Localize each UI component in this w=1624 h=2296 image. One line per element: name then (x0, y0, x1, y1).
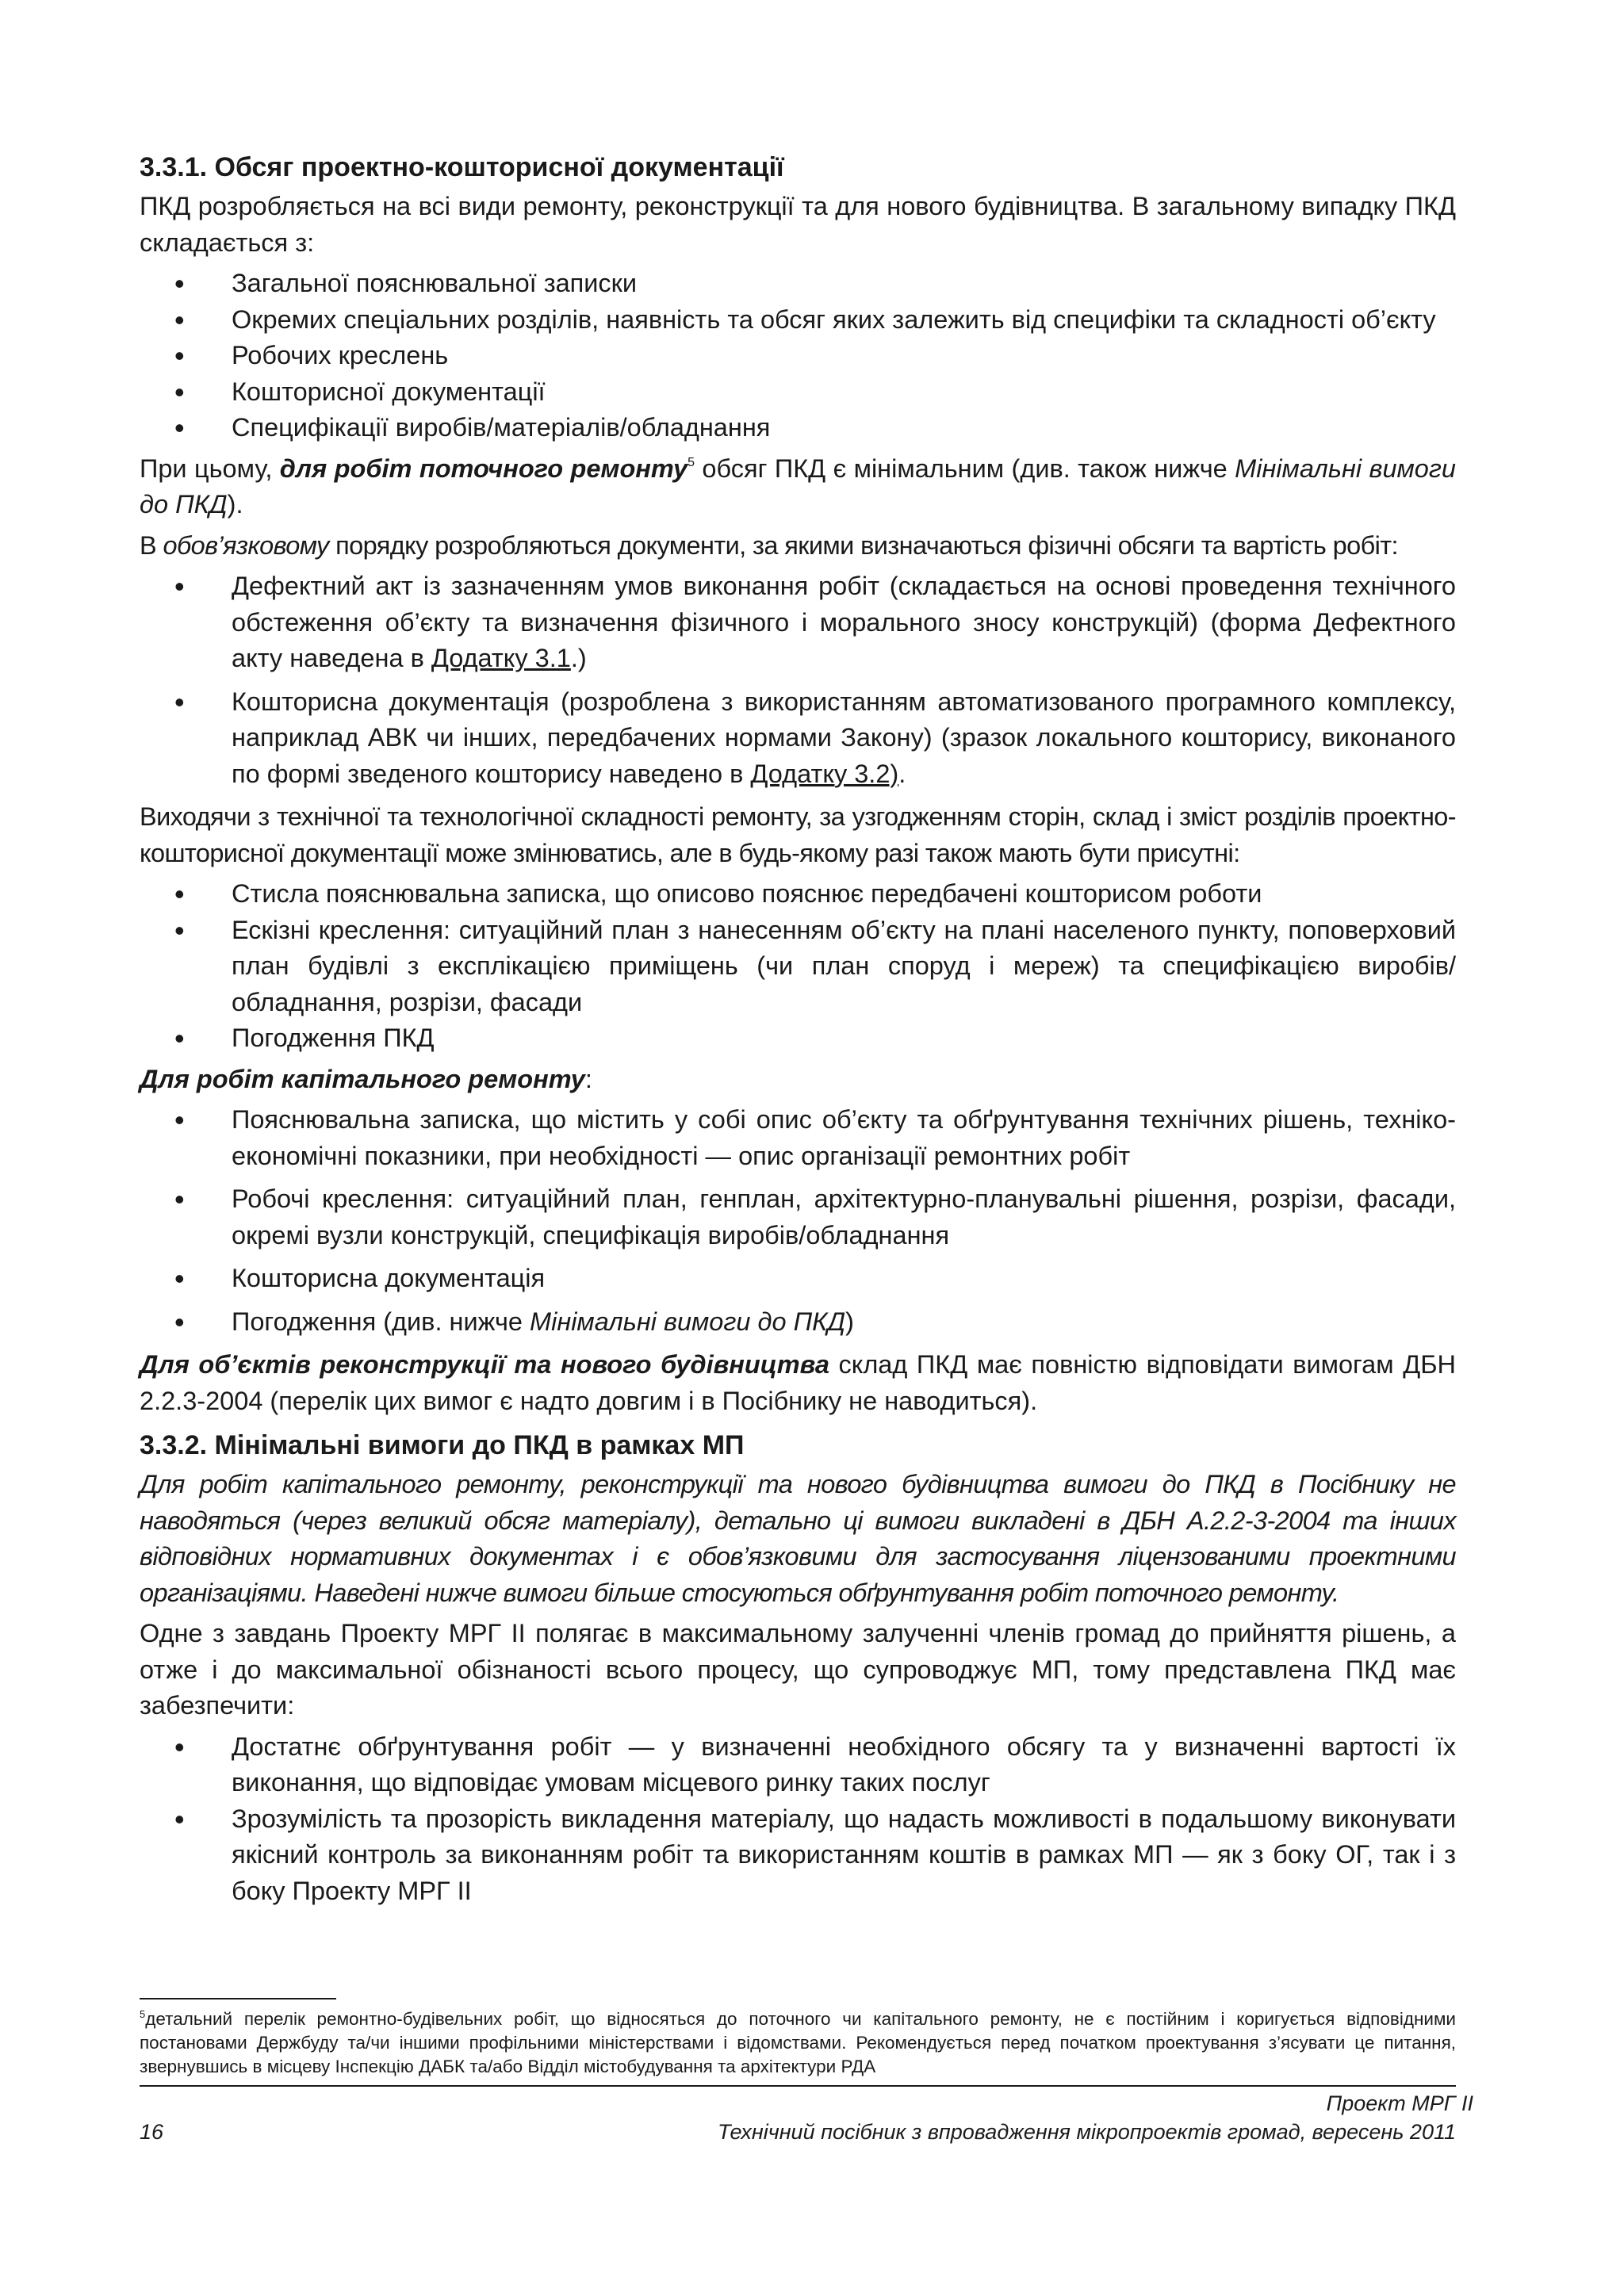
section2-paragraph: Одне з завдань Проекту МРГ ІІ полягає в максимальному залученні членів громад до прийняття рішень, а отже і до максимальної обізнаності всього процесу, що супроводжує МП, тому представлена ПКД має забезпечити: (140, 1619, 1456, 1720)
list-item: • Дефектний акт із зазначенням умов виконання робіт (складається на основі проведення технічного обстеження об’єкту та визначення фізичного і морального зносу конструкцій) (форма Дефектного акту наведена в Додатку 3.1.) (140, 568, 1456, 677)
footnote: $^5$детальний перелік ремонтно-будівельних робіт, що відносяться до поточного чи капітального ремонту, не є постійним і коригується відповідними постановами Держбуду та/чи іншими профільними міністерствами і відомствами. Рекомендується перед початком проектування з’ясувати це питання, звернувшись в місцеву Інспекцію ДАБК та/або Відділ містобудування та архітектури РДА (140, 2008, 1456, 2076)
list-item: • Погодження ПКД (140, 1020, 1456, 1057)
list-item: • Достатнє обґрунтування робіт — у визначенні необхідного обсягу та у визначенні вартості їх виконання, що відповідає умовам місцевого ринку таких послуг (140, 1729, 1456, 1801)
footer-project: Проект МРГ ІІ (1326, 2091, 1473, 2115)
list-item: • Робочих креслень (140, 338, 1456, 374)
list-item: • Кошторисна документація (розроблена з використанням автоматизованого програмного комплексу, наприклад АВК чи інших, передбачених нормами Закону) (зразок локального кошторису, виконаного по формі зведеного кошторису наведено в Додатку 3.2). (140, 684, 1456, 793)
appendix-3-2-link[interactable]: Додатку 3.2) (750, 759, 899, 788)
required-docs-list (140, 876, 1456, 1057)
mandatory-docs-list (140, 568, 1456, 792)
list-item: • Кошторисної документації (140, 374, 1456, 411)
section-heading-3-3-2: 3.3.2. Мінімальні вимоги до ПКД в рамках МП (140, 1430, 745, 1460)
depending-paragraph: Виходячи з технічної та технологічної складності ремонту, за узгодженням сторін, склад і зміст розділів проектно-кошторисної документації може змінюватись, але в будь-якому разі також мають бути присутні: (140, 802, 1456, 867)
capital-repair-list (140, 1102, 1456, 1340)
appendix-3-1-link[interactable]: Додатку 3.1 (431, 644, 571, 672)
list-item: • Пояснювальна записка, що містить у собі опис об’єкту та обґрунтування технічних рішень, техніко-економічні показники, при необхідності — опис організації ремонтних робіт (140, 1102, 1456, 1174)
list-item: • Зрозумілість та прозорість викладення матеріалу, що надасть можливості в подальшому виконувати якісний контроль за виконанням робіт та використанням коштів в рамках МП — як з боку ОГ, так і з боку Проекту МРГ ІІ (140, 1801, 1456, 1910)
list-item: • Окремих спеціальних розділів, наявність та обсяг яких залежить від специфіки та складності об’єкту (140, 302, 1456, 339)
page-content (140, 151, 1456, 1914)
footnote-ref: 5 (688, 455, 695, 469)
list-item: • Робочі креслення: ситуаційний план, генплан, архітектурно-планувальні рішення, розрізи, фасади, окремі вузли конструкцій, специфікація виробів/обладнання (140, 1181, 1456, 1253)
list-item: • Ескізні креслення: ситуаційний план з нанесенням об’єкту на плані населеного пункту, поповерховий план будівлі з експлікацією приміщень (чи план споруд і мереж) та специфікацією виробів/обладнання, розрізи, фасади (140, 913, 1456, 1021)
page-number: 16 (140, 2120, 164, 2144)
section-heading-3-3-1: 3.3.1. Обсяг проектно-кошторисної документації (140, 152, 784, 182)
list-item: • Погодження (див. нижче Мінімальні вимоги до ПКД) (140, 1304, 1456, 1341)
section1-intro: ПКД розробляється на всі види ремонту, реконструкції та для нового будівництва. В загальному випадку ПКД складається з: (140, 192, 1456, 257)
pkd-components-list (140, 266, 1456, 446)
mandatory-paragraph: В обов’язковому порядку розробляються документи, за якими визначаються фізичні обсяги та вартість робіт: (140, 530, 1398, 560)
current-repair-emphasis: для робіт поточного ремонту (279, 453, 688, 483)
list-item: • Стисла пояснювальна записка, що описово пояснює передбачені кошторисом роботи (140, 876, 1456, 913)
footer-divider (140, 2085, 1456, 2087)
list-item: • Кошторисна документація (140, 1261, 1456, 1297)
footnote-divider (140, 1998, 336, 1999)
pkd-requirements-list (140, 1729, 1456, 1910)
section2-italic-note: Для робіт капітального ремонту, реконструкції та нового будівництва вимоги до ПКД в Посібнику не наводяться (через великий обсяг матеріалу), детально ці вимоги викладені в ДБН А.2.2-3-2004 та інших відповідних нормативних документах і є обов’язковими для застосування ліцензованими проектними організаціями. Наведені нижче вимоги більше стосуються обґрунтування робіт поточного ремонту. (140, 1470, 1456, 1607)
footer-title: Технічний посібник з впровадження мікропроектів громад, вересень 2011 (717, 2120, 1456, 2144)
reconstruction-paragraph: Для об’єктів реконструкції та нового будівництва склад ПКД має повністю відповідати вимогам ДБН 2.2.3-2004 (перелік цих вимог є надто довгим і в Посібнику не наводиться). (140, 1350, 1456, 1415)
list-item: • Загальної пояснювальної записки (140, 266, 1456, 302)
list-item: • Специфікації виробів/матеріалів/обладнання (140, 410, 1456, 446)
current-repair-paragraph: При цьому, для робіт поточного ремонту$^5$ обсяг ПКД є мінімальним (див. також нижче Мінімальні вимоги до ПКД). (140, 453, 1456, 519)
capital-repair-heading: Для робіт капітального ремонту: (140, 1064, 592, 1093)
